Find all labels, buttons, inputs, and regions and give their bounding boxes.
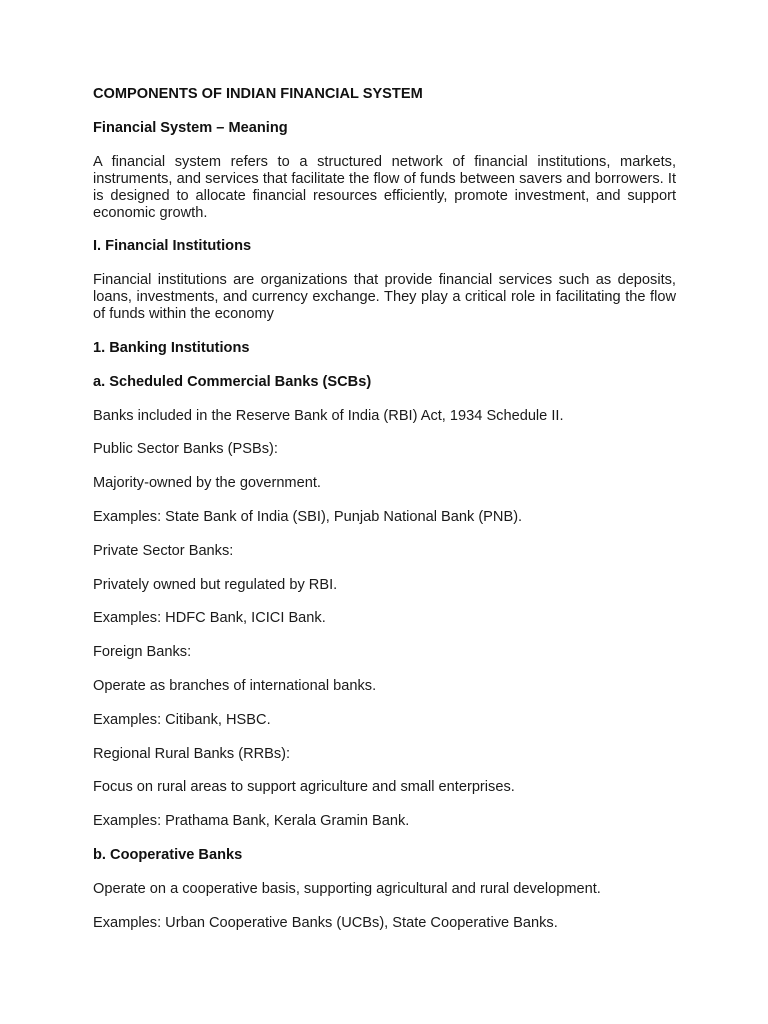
meaning-paragraph: A financial system refers to a structured network of financial institutions, markets, instruments, and services that facilitate the flow of funds between savers and borrowers. It is designed to allocate financial resources efficiently, promote investment, and support economic growth.: [93, 153, 676, 221]
document-content: [93, 86, 676, 932]
public-sector-banks-label: Public Sector Banks (PSBs):: [93, 441, 278, 458]
foreign-banks-description: Operate as branches of international banks.: [93, 677, 377, 694]
private-sector-banks-examples: Examples: HDFC Bank, ICICI Bank.: [93, 610, 326, 627]
cooperative-banks-examples: Examples: Urban Cooperative Banks (UCBs), State Cooperative Banks.: [93, 914, 558, 931]
private-sector-banks-label: Private Sector Banks:: [93, 542, 234, 559]
regional-rural-banks-description: Focus on rural areas to support agriculture and small enterprises.: [93, 779, 515, 796]
financial-institutions-heading: I. Financial Institutions: [93, 238, 252, 255]
regional-rural-banks-label: Regional Rural Banks (RRBs):: [93, 745, 291, 762]
foreign-banks-examples: Examples: Citibank, HSBC.: [93, 711, 271, 728]
regional-rural-banks-examples: Examples: Prathama Bank, Kerala Gramin Bank.: [93, 813, 410, 830]
scb-definition: Banks included in the Reserve Bank of India (RBI) Act, 1934 Schedule II.: [93, 407, 564, 424]
financial-institutions-paragraph: Financial institutions are organizations that provide financial services such as deposits, loans, investments, and currency exchange. They play a critical role in facilitating the flow of funds within the economy: [93, 272, 676, 323]
private-sector-banks-description: Privately owned but regulated by RBI.: [93, 576, 338, 593]
public-sector-banks-examples: Examples: State Bank of India (SBI), Punjab National Bank (PNB).: [93, 508, 523, 525]
cooperative-banks-heading: b. Cooperative Banks: [93, 846, 243, 863]
public-sector-banks-description: Majority-owned by the government.: [93, 475, 321, 492]
scheduled-commercial-banks-heading: a. Scheduled Commercial Banks (SCBs): [93, 373, 372, 390]
banking-institutions-heading: 1. Banking Institutions: [93, 339, 250, 356]
foreign-banks-label: Foreign Banks:: [93, 644, 192, 661]
cooperative-banks-description: Operate on a cooperative basis, supporting agricultural and rural development.: [93, 880, 601, 897]
meaning-heading: Financial System – Meaning: [93, 119, 288, 136]
document-title: COMPONENTS OF INDIAN FINANCIAL SYSTEM: [93, 86, 423, 102]
